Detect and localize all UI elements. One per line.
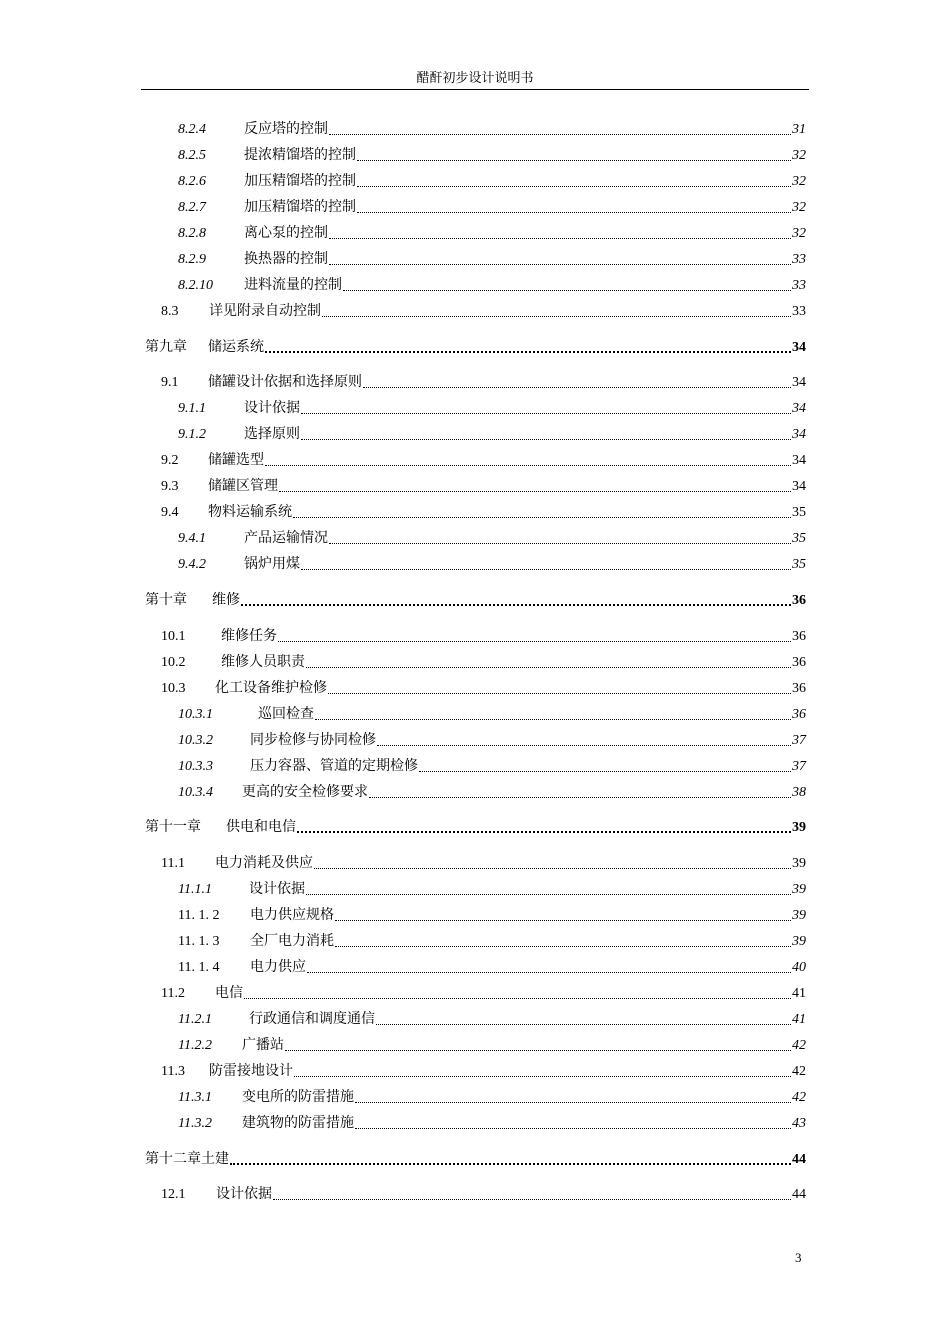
toc-entry-number: 9.3 — [161, 479, 179, 494]
toc-entry-title: 储运系统 — [208, 340, 264, 355]
dot-leader — [357, 211, 791, 213]
toc-entry-page: 42 — [792, 1064, 806, 1079]
toc-entry-number: 10.3.4 — [178, 785, 213, 800]
toc-entry-number: 8.3 — [161, 304, 179, 319]
toc-entry-number: 11.3 — [161, 1064, 185, 1079]
toc-entry-title: 选择原则 — [244, 427, 300, 442]
toc-entry[interactable] — [178, 398, 806, 418]
toc-entry-page: 33 — [792, 304, 806, 319]
dot-leader — [307, 971, 791, 973]
dot-leader — [244, 997, 791, 999]
toc-entry-title: 巡回检查 — [258, 707, 314, 722]
toc-entry-page: 38 — [792, 785, 806, 800]
dot-leader — [301, 438, 791, 440]
dot-leader — [355, 1101, 791, 1103]
dot-leader — [329, 263, 791, 265]
toc-entry-number: 10.1 — [161, 629, 186, 644]
dot-leader — [297, 830, 791, 833]
toc-entry-title: 详见附录自动控制 — [209, 304, 321, 319]
toc-entry-page: 34 — [792, 375, 806, 390]
dot-leader — [230, 1162, 791, 1165]
toc-entry[interactable] — [178, 119, 806, 139]
toc-entry[interactable] — [178, 756, 806, 776]
toc-entry-title: 电力供应 — [250, 960, 306, 975]
dot-leader — [241, 603, 791, 606]
toc-entry-number: 12.1 — [161, 1187, 186, 1202]
toc-entry-number: 9.1 — [161, 375, 179, 390]
toc-entry-number: 9.2 — [161, 453, 179, 468]
toc-entry[interactable] — [178, 905, 806, 925]
toc-entry-title: 防雷接地设计 — [209, 1064, 293, 1079]
toc-entry-number: 11. 1. 4 — [178, 960, 220, 975]
toc-entry-page: 37 — [792, 759, 806, 774]
toc-entry-title: 变电所的防雷措施 — [242, 1090, 354, 1105]
toc-entry-page: 35 — [792, 505, 806, 520]
toc-entry-page: 42 — [792, 1090, 806, 1105]
toc-entry[interactable] — [178, 275, 806, 295]
toc-entry-number: 10.3.2 — [178, 733, 213, 748]
toc-entry-number: 10.3 — [161, 681, 186, 696]
toc-chapter[interactable] — [145, 337, 806, 357]
toc-entry-title: 进料流量的控制 — [244, 278, 342, 293]
toc-entry-title: 物料运输系统 — [208, 505, 292, 520]
toc-entry[interactable] — [178, 554, 806, 574]
toc-entry-page: 36 — [792, 593, 806, 608]
toc-entry-title: 维修人员职责 — [221, 655, 305, 670]
toc-entry-number: 8.2.10 — [178, 278, 213, 293]
dot-leader — [279, 490, 791, 492]
dot-leader — [335, 919, 791, 921]
toc-entry-number: 9.4 — [161, 505, 179, 520]
toc-entry-page: 37 — [792, 733, 806, 748]
toc-entry-number: 9.1.1 — [178, 401, 206, 416]
toc-entry[interactable] — [178, 730, 806, 750]
toc-entry-number: 8.2.8 — [178, 226, 206, 241]
toc-entry[interactable] — [178, 223, 806, 243]
dot-leader — [377, 744, 791, 746]
toc-entry-title: 电力消耗及供应 — [215, 856, 313, 871]
toc-entry-page: 40 — [792, 960, 806, 975]
toc-entry[interactable] — [161, 301, 806, 321]
toc-entry[interactable] — [178, 782, 806, 802]
toc-entry-number: 11.2 — [161, 986, 185, 1001]
dot-leader — [376, 1023, 791, 1025]
dot-leader — [265, 464, 791, 466]
toc-entry-page: 39 — [792, 908, 806, 923]
toc-entry[interactable] — [178, 1113, 806, 1133]
toc-entry[interactable] — [178, 1087, 806, 1107]
dot-leader — [294, 1075, 791, 1077]
toc-entry-number: 8.2.9 — [178, 252, 206, 267]
toc-entry[interactable] — [161, 652, 806, 672]
toc-entry-page: 36 — [792, 655, 806, 670]
toc-entry-title: 锅炉用煤 — [244, 557, 300, 572]
toc-entry-number: 第十二章土建 — [145, 1152, 229, 1167]
toc-entry-title: 加压精馏塔的控制 — [244, 200, 356, 215]
toc-entry-page: 36 — [792, 681, 806, 696]
toc-entry-page: 43 — [792, 1116, 806, 1131]
toc-entry[interactable] — [161, 1184, 806, 1204]
toc-entry-title: 同步检修与协同检修 — [250, 733, 376, 748]
toc-entry-title: 广播站 — [242, 1038, 284, 1053]
dot-leader — [357, 159, 791, 161]
toc-entry-page: 41 — [792, 986, 806, 1001]
toc-entry[interactable] — [178, 704, 806, 724]
dot-leader — [369, 796, 791, 798]
toc-entry-page: 31 — [792, 122, 806, 137]
toc-entry[interactable] — [161, 372, 806, 392]
toc-entry-page: 35 — [792, 557, 806, 572]
dot-leader — [328, 692, 791, 694]
dot-leader — [306, 666, 791, 668]
dot-leader — [322, 315, 791, 317]
toc-entry-number: 11. 1. 2 — [178, 908, 220, 923]
toc-entry[interactable] — [161, 450, 806, 470]
dot-leader — [335, 945, 791, 947]
toc-entry[interactable] — [178, 424, 806, 444]
toc-entry-title: 压力容器、管道的定期检修 — [250, 759, 418, 774]
toc-entry-title: 维修 — [212, 593, 240, 608]
toc-chapter[interactable] — [145, 590, 806, 610]
toc-entry[interactable] — [178, 1035, 806, 1055]
toc-entry-page: 32 — [792, 148, 806, 163]
toc-entry-number: 9.4.1 — [178, 531, 206, 546]
toc-entry-page: 36 — [792, 629, 806, 644]
toc-entry-page: 34 — [792, 479, 806, 494]
toc-entry-title: 电信 — [215, 986, 243, 1001]
dot-leader — [355, 1127, 791, 1129]
toc-chapter[interactable] — [145, 1149, 806, 1169]
toc-entry-number: 8.2.7 — [178, 200, 206, 215]
toc-entry[interactable] — [161, 678, 806, 698]
toc-entry-title: 全厂电力消耗 — [250, 934, 334, 949]
page-header — [141, 70, 809, 90]
toc-entry-title: 电力供应规格 — [250, 908, 334, 923]
dot-leader — [419, 770, 791, 772]
toc-entry-number: 11.2.1 — [178, 1012, 212, 1027]
toc-entry[interactable] — [161, 502, 806, 522]
toc-entry-number: 10.3.3 — [178, 759, 213, 774]
page-number: 3 — [795, 1250, 802, 1265]
toc-entry-page: 34 — [792, 427, 806, 442]
toc-entry[interactable] — [178, 145, 806, 165]
toc-entry-number: 第九章 — [145, 340, 187, 355]
toc-entry-page: 39 — [792, 934, 806, 949]
toc-entry[interactable] — [161, 1061, 806, 1081]
toc-entry-number: 11.2.2 — [178, 1038, 212, 1053]
toc-entry-number: 9.1.2 — [178, 427, 206, 442]
toc-entry-title: 行政通信和调度通信 — [249, 1012, 375, 1027]
toc-entry-page: 35 — [792, 531, 806, 546]
toc-entry[interactable] — [178, 249, 806, 269]
dot-leader — [306, 893, 791, 895]
toc-entry[interactable] — [161, 983, 806, 1003]
toc-entry[interactable] — [161, 853, 806, 873]
toc-entry[interactable] — [178, 528, 806, 548]
toc-entry-title: 储罐区管理 — [208, 479, 278, 494]
toc-entry-number: 第十一章 — [145, 820, 201, 835]
dot-leader — [315, 718, 791, 720]
toc-entry[interactable] — [161, 476, 806, 496]
toc-entry-number: 11.1 — [161, 856, 185, 871]
toc-entry-number: 11.3.2 — [178, 1116, 212, 1131]
toc-entry-title: 设计依据 — [244, 401, 300, 416]
toc-entry-title: 更高的安全检修要求 — [242, 785, 368, 800]
dot-leader — [329, 133, 791, 135]
toc-entry-title: 设计依据 — [249, 882, 305, 897]
toc-entry-page: 32 — [792, 226, 806, 241]
dot-leader — [357, 185, 791, 187]
toc-entry-title: 储罐设计依据和选择原则 — [208, 375, 362, 390]
toc-entry[interactable] — [178, 879, 806, 899]
toc-entry-number: 9.4.2 — [178, 557, 206, 572]
toc-entry-number: 10.3.1 — [178, 707, 213, 722]
toc-entry-title: 建筑物的防雷措施 — [242, 1116, 354, 1131]
toc-entry-number: 11. 1. 3 — [178, 934, 220, 949]
toc-entry[interactable] — [178, 171, 806, 191]
toc-entry-number: 8.2.5 — [178, 148, 206, 163]
dot-leader — [329, 542, 791, 544]
toc-entry-page: 42 — [792, 1038, 806, 1053]
toc-entry-page: 34 — [792, 453, 806, 468]
toc-entry-number: 8.2.4 — [178, 122, 206, 137]
dot-leader — [285, 1049, 791, 1051]
toc-entry-title: 离心泵的控制 — [244, 226, 328, 241]
toc-entry-title: 供电和电信 — [226, 820, 296, 835]
dot-leader — [293, 516, 791, 518]
dot-leader — [273, 1198, 791, 1200]
toc-entry-page: 39 — [792, 882, 806, 897]
toc-entry[interactable] — [178, 197, 806, 217]
toc-entry[interactable] — [178, 1009, 806, 1029]
toc-entry[interactable] — [161, 626, 806, 646]
toc-entry-page: 44 — [792, 1152, 806, 1167]
dot-leader — [301, 412, 791, 414]
toc-entry-page: 34 — [792, 340, 806, 355]
toc-entry-number: 8.2.6 — [178, 174, 206, 189]
toc-entry-page: 33 — [792, 252, 806, 267]
dot-leader — [265, 350, 791, 353]
dot-leader — [363, 386, 791, 388]
dot-leader — [343, 289, 791, 291]
dot-leader — [278, 640, 791, 642]
toc-entry-title: 维修任务 — [221, 629, 277, 644]
toc-entry-title: 化工设备维护检修 — [215, 681, 327, 696]
dot-leader — [301, 568, 791, 570]
toc-entry-page: 39 — [792, 856, 806, 871]
toc-entry-page: 33 — [792, 278, 806, 293]
dot-leader — [329, 237, 791, 239]
toc-entry-number: 第十章 — [145, 593, 187, 608]
toc-entry[interactable] — [178, 957, 806, 977]
toc-entry-number: 11.3.1 — [178, 1090, 212, 1105]
toc-entry-page: 34 — [792, 401, 806, 416]
toc-entry-page: 32 — [792, 200, 806, 215]
toc-entry-page: 44 — [792, 1187, 806, 1202]
document-title: 醋酐初步设计说明书 — [416, 70, 534, 85]
toc-entry-page: 41 — [792, 1012, 806, 1027]
toc-entry-title: 反应塔的控制 — [244, 122, 328, 137]
toc-entry-title: 储罐选型 — [208, 453, 264, 468]
toc-entry-page: 36 — [792, 707, 806, 722]
toc-entry-title: 产品运输情况 — [244, 531, 328, 546]
toc-entry-number: 11.1.1 — [178, 882, 212, 897]
toc-entry-title: 换热器的控制 — [244, 252, 328, 267]
toc-entry-page: 32 — [792, 174, 806, 189]
toc-entry-number: 10.2 — [161, 655, 186, 670]
toc-entry-title: 提浓精馏塔的控制 — [244, 148, 356, 163]
dot-leader — [314, 867, 791, 869]
toc-entry-title: 设计依据 — [216, 1187, 272, 1202]
toc-entry-title: 加压精馏塔的控制 — [244, 174, 356, 189]
toc-entry[interactable] — [178, 931, 806, 951]
toc-entry-page: 39 — [792, 820, 806, 835]
toc-chapter[interactable] — [145, 817, 806, 837]
